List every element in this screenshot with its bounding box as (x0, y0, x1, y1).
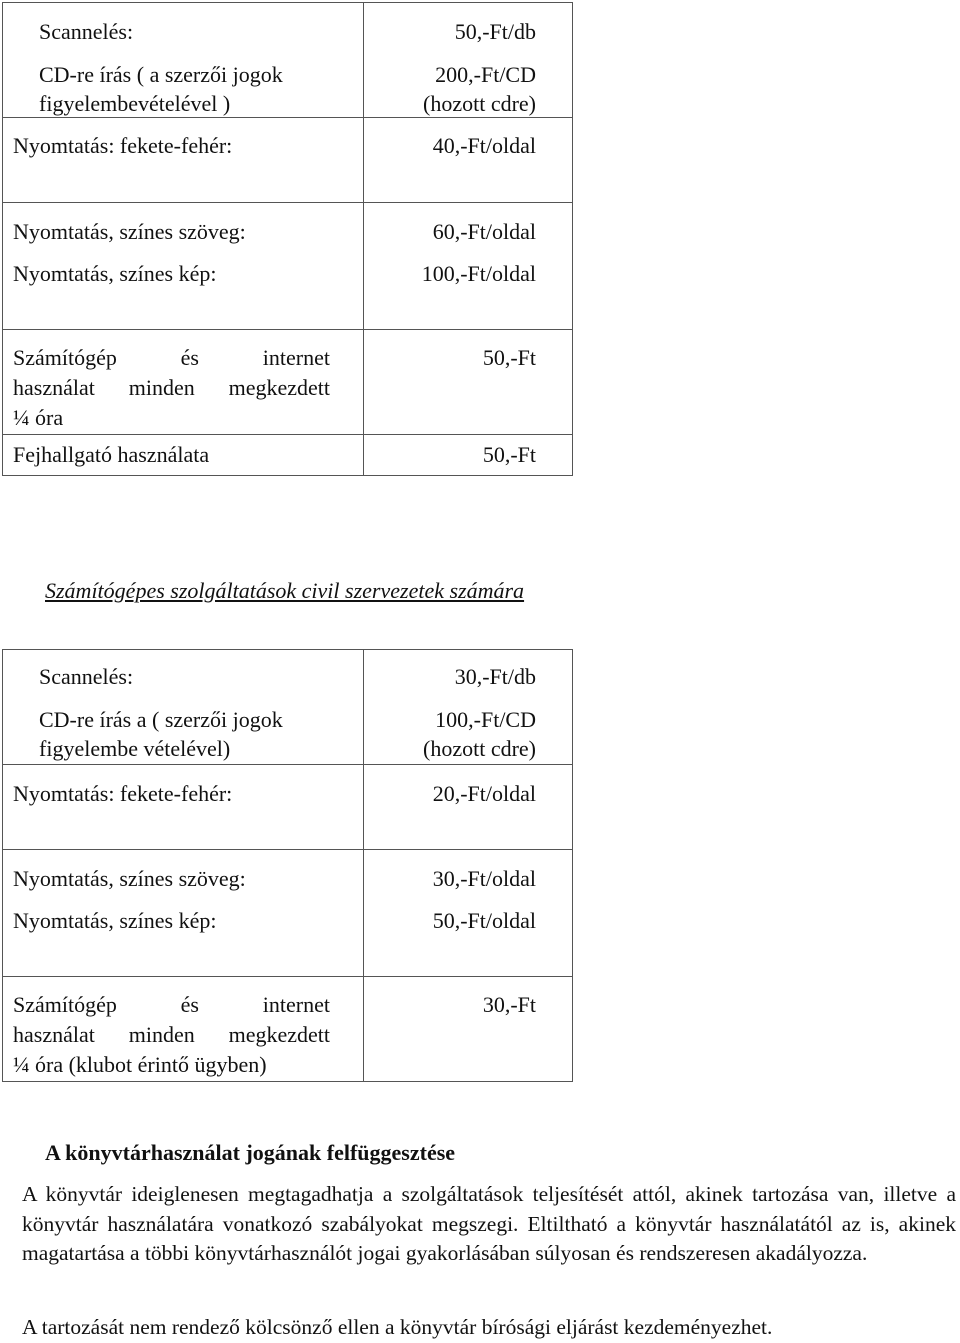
row-price: 30,-Ft/oldal (432, 866, 536, 891)
row-price: 50,-Ft/db (454, 19, 536, 44)
row-label: figyelembevételével ) (39, 91, 231, 116)
row-price: 50,-Ft/oldal (432, 908, 536, 933)
paragraph: A tartozását nem rendező kölcsönző ellen a könyvtár bírósági eljárást kezdeményezhet. (22, 1315, 773, 1339)
row-price: (hozott cdre) (423, 736, 536, 761)
table-row (3, 765, 573, 850)
table-row (3, 330, 573, 435)
table-row (3, 118, 573, 203)
table-row (3, 977, 573, 1082)
table-row (3, 3, 573, 118)
row-price: 100,-Ft/CD (435, 707, 536, 732)
row-label: ¼ óra (klubot érintő ügyben) (13, 1052, 267, 1077)
row-label: Számítógép és internet (13, 345, 330, 370)
row-label: használat minden megkezdett (13, 375, 330, 400)
row-price: 30,-Ft (482, 992, 536, 1017)
row-label: CD-re írás ( a szerzői jogok (39, 62, 283, 87)
row-price: 50,-Ft (482, 345, 536, 370)
row-label: Nyomtatás, színes szöveg: (13, 219, 246, 244)
price-table-civil (2, 649, 573, 1082)
row-label: Nyomtatás, színes szöveg: (13, 866, 246, 891)
table-row (3, 203, 573, 330)
price-table-general (2, 2, 573, 476)
row-label: használat minden megkezdett (13, 1022, 330, 1047)
paragraph: A könyvtár ideiglenesen megtagadhatja a szolgáltatások teljesítését attól, akinek tartozása van, illetve a könyvtár használatára vonatkozó szabályokat megszegi. Eltiltható a könyvtár használatától az is, akinek magatartása a többi könyvtárhasználót jogai gyakorlásában súlyosan és rendszeresen akadályozza. (22, 1182, 956, 1265)
section-heading: A könyvtárhasználat jogának felfüggesztése (45, 1140, 456, 1165)
row-price: (hozott cdre) (423, 91, 536, 116)
row-price: 60,-Ft/oldal (432, 219, 536, 244)
section-title: Számítógépes szolgáltatások civil szervezetek számára (45, 578, 525, 603)
row-label: Fejhallgató használata (13, 442, 210, 467)
row-label: figyelembe vételével) (39, 736, 231, 761)
row-price: 40,-Ft/oldal (432, 133, 536, 158)
row-label: Scannelés: (39, 664, 134, 689)
table-row (3, 435, 573, 476)
row-label: Nyomtatás: fekete-fehér: (13, 781, 233, 806)
table-row (3, 650, 573, 765)
table-row (3, 850, 573, 977)
row-label: Scannelés: (39, 19, 134, 44)
row-label: Nyomtatás: fekete-fehér: (13, 133, 233, 158)
row-label: Számítógép és internet (13, 992, 330, 1017)
row-price: 30,-Ft/db (454, 664, 536, 689)
row-label: ¼ óra (13, 405, 64, 430)
row-label: CD-re írás a ( szerzői jogok (39, 707, 283, 732)
row-price: 50,-Ft (482, 442, 536, 467)
row-label: Nyomtatás, színes kép: (13, 908, 217, 933)
row-price: 100,-Ft/oldal (421, 261, 536, 286)
row-price: 20,-Ft/oldal (432, 781, 536, 806)
row-label: Nyomtatás, színes kép: (13, 261, 217, 286)
row-price: 200,-Ft/CD (435, 62, 536, 87)
